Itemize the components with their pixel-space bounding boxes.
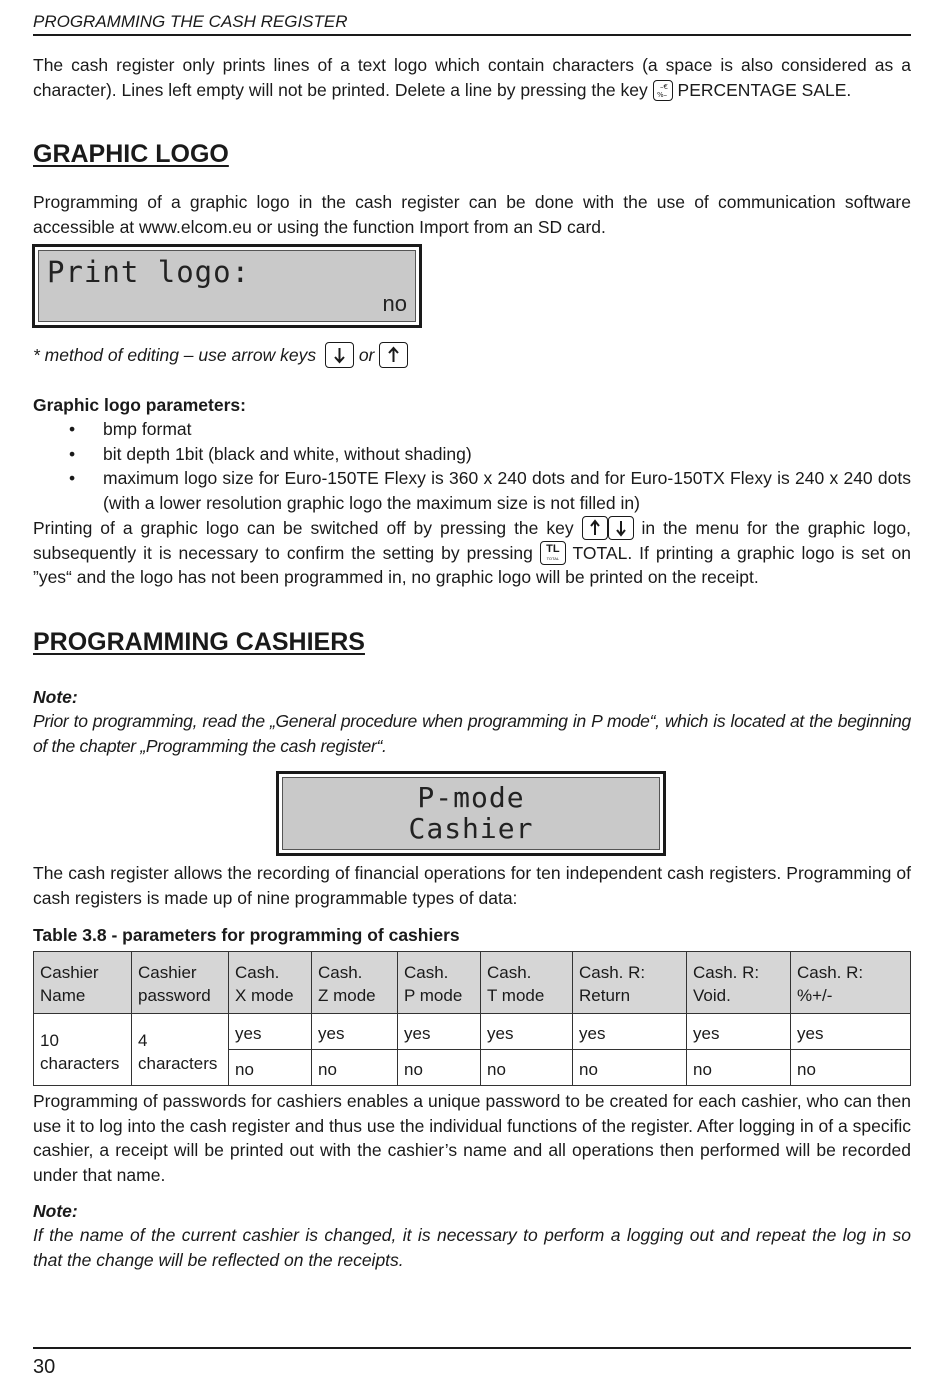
svg-text:–€: –€ [659,82,668,91]
lcd-screen [38,250,416,322]
table-cell-no: no [398,1050,481,1086]
table-cell-yes: yes [687,1014,791,1050]
graphic-logo-paragraph: Programming of a graphic logo in the cash register can be done with the use of communication software accessible at www.elcom.eu or using the function Import from an SD card. [33,192,911,237]
switch-off-text-2: in the menu for the graphic logo, subsequently it is necessary to confirm the setting by pressing [33,518,911,563]
table-header-cell: Cash. R: %+/- [791,952,911,1014]
note2-text: If the name of the current cashier is changed, it is necessary to perform a logging out and repeat the log in so that the change will be reflected on the receipts. [33,1225,911,1270]
table-cell-yes: yes [229,1014,312,1050]
table-header-cell: Cash. X mode [229,952,312,1014]
svg-text:%–: %– [656,90,667,99]
note-text: Prior to programming, read the „General procedure when programming in P mode“, which is located at the beginning of the chapter „Programming the cash register“. [33,711,911,756]
table-cell-yes: yes [312,1014,398,1050]
table-header-cell: Cash. R: Return [573,952,687,1014]
lcd-line1: P-mode [417,781,525,814]
table-cell-no: no [573,1050,687,1086]
cashiers-paragraph: The cash register allows the recording of financial operations for ten independent cash registers. Programming of cash registers is made up of nine programmable types of data: [33,863,911,908]
intro-text: The cash register only prints lines of a text logo which contain characters (a space is also considered as a character). Lines left empty will not be printed. Delete a line by pressing the key [33,55,911,100]
page-number: 30 [33,1356,56,1378]
table-cell-name-length: 10 characters [34,1014,132,1086]
table-cell-yes: yes [398,1014,481,1050]
lcd-display-print-logo [32,244,422,328]
arrow-down-key-icon [608,516,634,540]
graphic-logo-heading: GRAPHIC LOGO [33,140,229,168]
lcd-screen [282,777,660,850]
table-header-cell: Cash. P mode [398,952,481,1014]
edit-note-or: or [358,345,375,365]
table-header-cell: Cash. T mode [481,952,573,1014]
cashier-params-table [33,951,911,1086]
note-label: Note: [33,687,78,707]
table-header-cell: Cash. Z mode [312,952,398,1014]
percentage-key-icon [653,80,673,101]
footer-divider [33,1347,911,1349]
table-header-cell: Cashier Name [34,952,132,1014]
cashiers-heading: PROGRAMMING CASHIERS [33,628,365,656]
switch-off-text-3: TOTAL. If printing a graphic logo is set on ”yes“ and the logo has not been programmed in, no graphic logo will be printed on the receipt. [33,542,912,587]
table-cell-yes: yes [481,1014,573,1050]
cashiers-paragraph-2: Programming of passwords for cashiers enables a unique password to be created for each cashier, who can then use it to log into the cash register and thus use the individual functions of the register. After logging in of a specific cashier, a receipt will be printed out with the cashier’s name and all operations then performed will be recorded under that name. [33,1091,911,1185]
table-caption: Table 3.8 - parameters for programming of cashiers [33,925,460,945]
graphic-logo-params-title: Graphic logo parameters: [33,395,246,415]
table-row [34,1014,911,1050]
switch-off-text-1: Printing of a graphic logo can be switched off by pressing the key [33,518,574,538]
note2-label: Note: [33,1201,78,1221]
intro-paragraph [33,53,911,102]
switch-off-paragraph [33,516,911,590]
total-key-icon: TL TOTAL [540,541,566,565]
table-cell-no: no [229,1050,312,1086]
table-cell-no: no [481,1050,573,1086]
lcd-line2: Cashier [408,812,534,845]
table-cell-yes: yes [573,1014,687,1050]
arrow-up-key-icon [582,516,608,540]
list-item: • maximum logo size for Euro-150TE Flexy is 360 x 240 dots and for Euro-150TX Flexy is 240 x 240 dots (with a lower resolution graphic logo the maximum size is not filled in) [69,468,911,513]
table-header-row [34,952,911,1014]
lcd-line2: no [382,291,407,316]
intro-text-after: PERCENTAGE SALE. [677,79,852,100]
list-item: • bit depth 1bit (black and white, without shading) [69,443,472,464]
lcd-display-p-mode [276,771,666,856]
arrow-up-key-icon [379,342,408,368]
table-cell-no: no [687,1050,791,1086]
table-header-cell: Cashier password [132,952,229,1014]
list-item: • bmp format [69,419,192,439]
table-cell-password-length: 4 characters [132,1014,229,1086]
lcd-line1: Print logo: [47,255,251,289]
graphic-logo-params-list [33,417,911,515]
table-cell-no: no [791,1050,911,1086]
edit-note-text: * method of editing – use arrow keys [33,345,317,365]
edit-note [33,342,911,368]
table-cell-no: no [312,1050,398,1086]
running-header: PROGRAMMING THE CASH REGISTER [33,12,911,36]
table-cell-yes: yes [791,1014,911,1050]
table-header-cell: Cash. R: Void. [687,952,791,1014]
arrow-down-key-icon [325,342,354,368]
